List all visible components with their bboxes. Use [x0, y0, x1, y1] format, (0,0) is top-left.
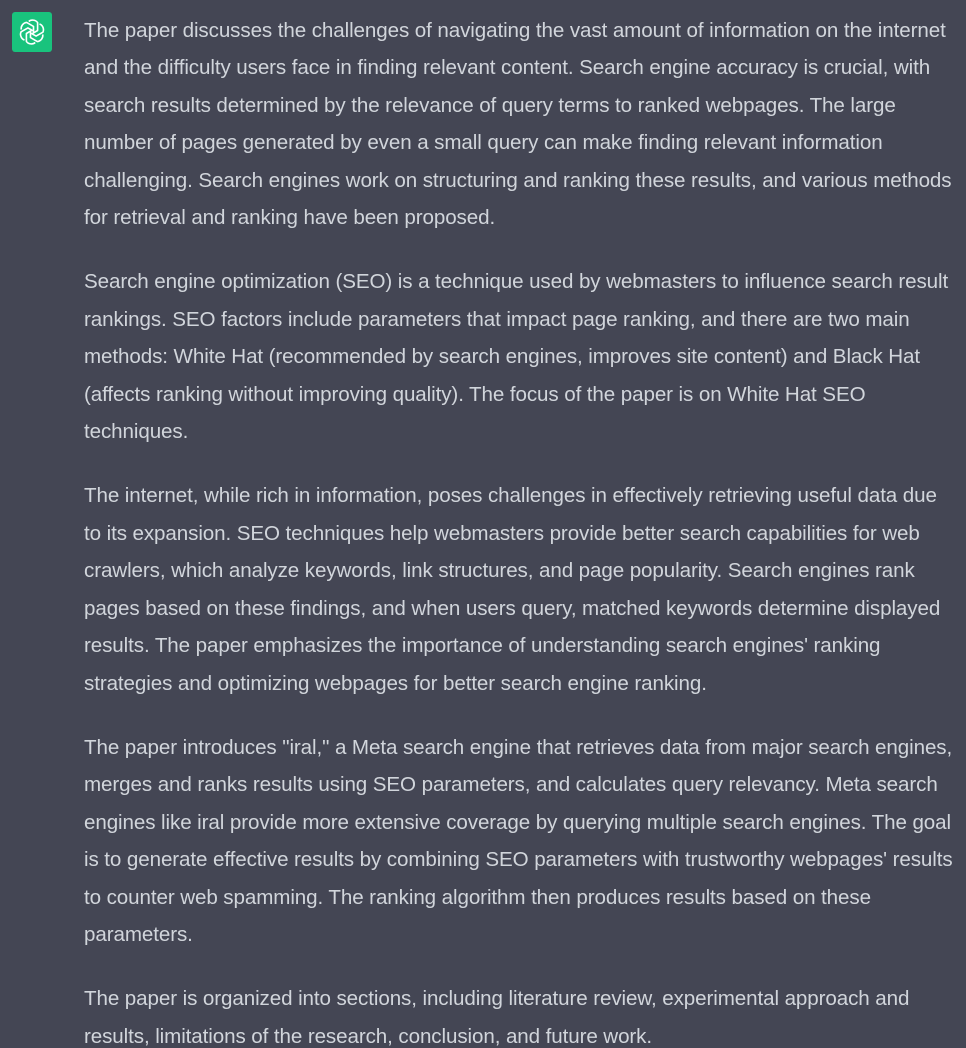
assistant-avatar: [12, 12, 52, 52]
message-content: [84, 12, 956, 1048]
message-paragraph: The internet, while rich in information, poses challenges in effectively retrieving useful data due to its expansion. SEO techniques help webmasters provide better search capabilities for web crawlers, which analyze keywords, link structures, and page popularity. Search engines rank pages based on these findings, and when users query, matched keywords determine displayed results. The paper emphasizes the importance of understanding search engines' ranking strategies and optimizing webpages for better search engine ranking.: [84, 484, 941, 695]
message-paragraph: Search engine optimization (SEO) is a technique used by webmasters to influence search result rankings. SEO factors include parameters that impact page ranking, and there are two main methods: White Hat (recommended by search engines, improves site content) and Black Hat (affects ranking without improving quality). The focus of the paper is on White Hat SEO techniques.: [84, 270, 949, 444]
message-paragraph: The paper is organized into sections, including literature review, experimental approach and results, limitations of the research, conclusion, and future work.: [84, 987, 910, 1048]
message-paragraph: The paper introduces "iral," a Meta search engine that retrieves data from major search engines, merges and ranks results using SEO parameters, and calculates query relevancy. Meta search engines like iral provide more extensive coverage by querying multiple search engines. The goal is to generate effective results by combining SEO parameters with trustworthy webpages' results to counter web spamming. The ranking algorithm then produces results based on these parameters.: [84, 735, 953, 946]
message-paragraph: The paper discusses the challenges of navigating the vast amount of information on the internet and the difficulty users face in finding relevant content. Search engine accuracy is crucial, with search results determined by the relevance of query terms to ranked webpages. The large number of pages generated by even a small query can make finding relevant information challenging. Search engines work on structuring and ranking these results, and various methods for retrieval and ranking have been proposed.: [84, 19, 952, 230]
openai-logo-icon: [16, 16, 48, 48]
